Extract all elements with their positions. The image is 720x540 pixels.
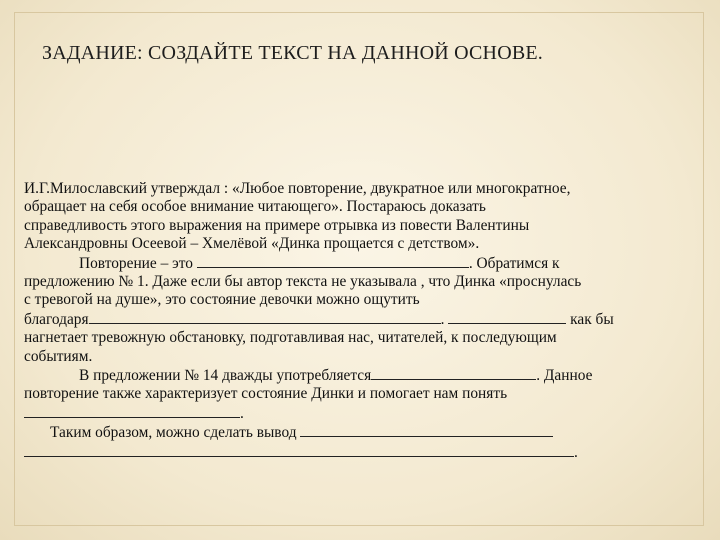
text-line: справедливость этого выражения на примере отрывка из повести Валентины — [24, 216, 530, 234]
text-fragment: Таким образом, можно сделать вывод — [50, 424, 301, 442]
text-line — [24, 423, 684, 442]
text-line: предложению № 1. Даже если бы автор текста не указывала , что Динка «проснулась — [24, 273, 582, 291]
answer-blank[interactable] — [300, 423, 553, 437]
text-fragment: благодаря — [24, 310, 89, 328]
text-line: повторение также характеризует состояние Динки и помогает нам понять — [24, 385, 508, 403]
body-text — [24, 180, 684, 462]
answer-blank[interactable] — [371, 366, 536, 380]
text-fragment: . Обратимся к — [468, 254, 560, 272]
text-fragment: . — [574, 443, 578, 461]
text-line: обращает на себя особое внимание читающего». Постараюсь доказать — [24, 198, 486, 216]
text-line — [24, 404, 684, 423]
text-line — [24, 366, 684, 385]
text-fragment: . Данное — [536, 367, 593, 385]
text-line — [24, 443, 684, 462]
text-line — [24, 254, 684, 273]
text-fragment: . — [440, 310, 449, 328]
text-line: Александровны Осеевой – Хмелёвой «Динка прощается с детством». — [24, 235, 480, 253]
text-line: событиям. — [24, 347, 93, 365]
answer-blank[interactable] — [24, 404, 240, 418]
answer-blank[interactable] — [24, 443, 574, 457]
answer-blank[interactable] — [448, 310, 566, 324]
answer-blank[interactable] — [89, 310, 441, 324]
slide-title: ЗАДАНИЕ: СОЗДАЙТЕ ТЕКСТ НА ДАННОЙ ОСНОВЕ. — [42, 42, 544, 64]
answer-blank[interactable] — [197, 254, 469, 268]
text-fragment: Повторение – это — [79, 254, 197, 272]
text-line — [24, 310, 684, 329]
text-line: нагнетает тревожную обстановку, подготавливая нас, читателей, к последующим — [24, 329, 557, 347]
text-fragment: В предложении № 14 дважды употребляется — [79, 367, 372, 385]
text-fragment: как бы — [566, 310, 614, 328]
text-fragment: . — [240, 404, 244, 422]
text-line: И.Г.Милославский утверждал : «Любое повторение, двукратное или многократное, — [24, 180, 571, 197]
text-line: с тревогой на душе», это состояние девочки можно ощутить — [24, 291, 420, 309]
